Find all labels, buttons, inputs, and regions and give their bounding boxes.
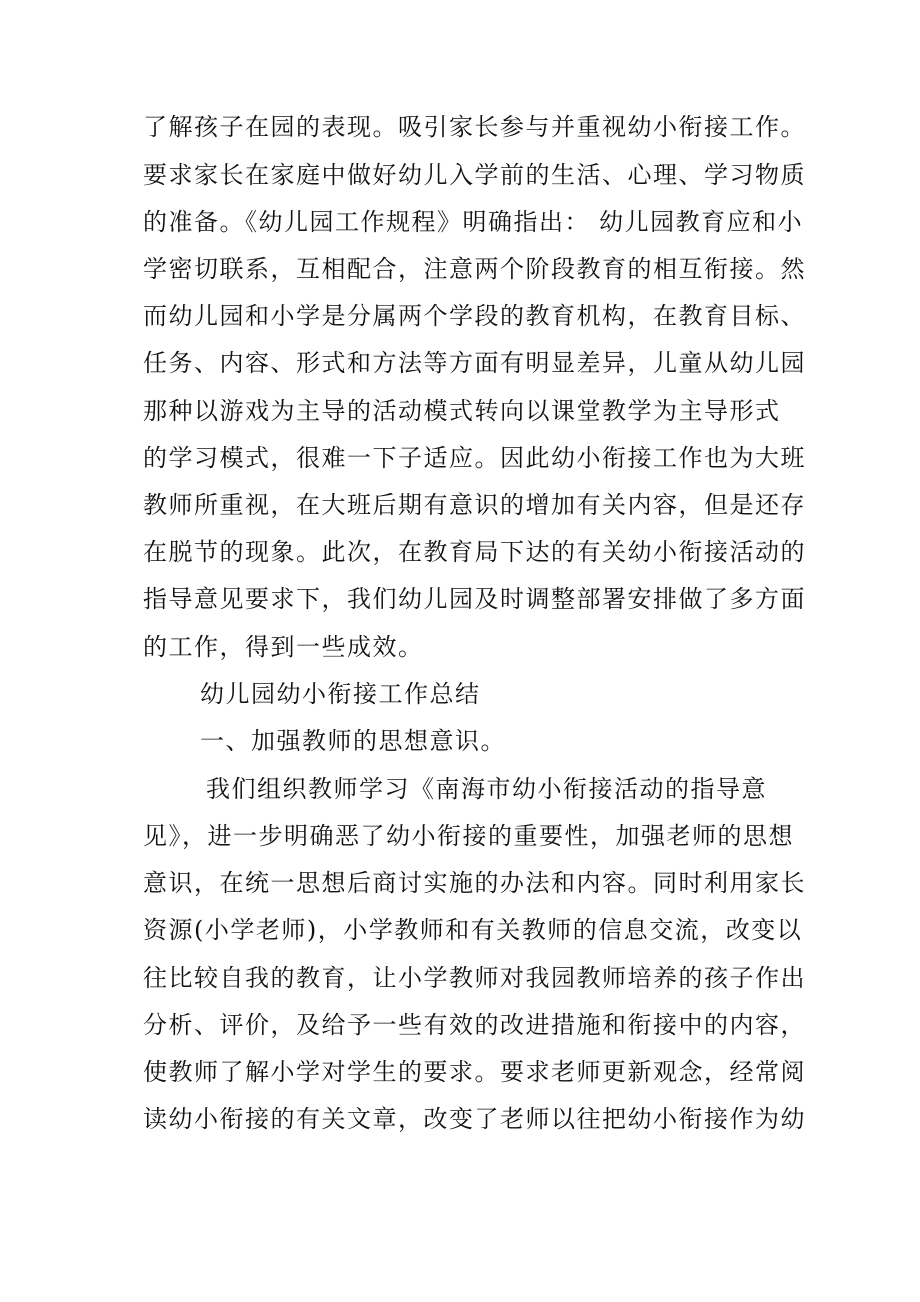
paragraph-2-line: 资源(小学老师)，小学教师和有关教师的信息交流，改变以	[143, 916, 803, 944]
paragraph-1-line: 而幼儿园和小学是分属两个学段的教育机构，在教育目标、	[143, 302, 806, 330]
paragraph-2-line: 见》，进一步明确恶了幼小衔接的重要性，加强老师的思想	[143, 822, 794, 850]
paragraph-1-line: 的学习模式，很难一下子适应。因此幼小衔接工作也为大班	[143, 444, 806, 472]
paragraph-2-line: 意识，在统一思想后商讨实施的办法和内容。同时利用家长	[143, 869, 806, 897]
paragraph-1-line: 指导意见要求下，我们幼儿园及时调整部署安排做了多方面	[143, 585, 806, 613]
paragraph-2-line: 读幼小衔接的有关文章，改变了老师以往把幼小衔接作为幼	[143, 1105, 806, 1133]
paragraph-2-line: 我们组织教师学习《南海市幼小衔接活动的指导意	[206, 775, 767, 803]
paragraph-2-line: 往比较自我的教育，让小学教师对我园教师培养的孩子作出	[143, 964, 806, 992]
paragraph-1-line: 要求家长在家庭中做好幼儿入学前的生活、心理、学习物质	[143, 161, 806, 189]
document-title: 幼儿园幼小衔接工作总结	[200, 680, 481, 708]
section-heading: 一、加强教师的思想意识。	[200, 727, 506, 755]
paragraph-2-line: 使教师了解小学对学生的要求。要求老师更新观念，经常阅	[143, 1058, 806, 1086]
paragraph-1-line: 了解孩子在园的表现。吸引家长参与并重视幼小衔接工作。	[143, 113, 806, 141]
paragraph-1-line: 教师所重视，在大班后期有意识的增加有关内容，但是还存	[143, 491, 806, 519]
paragraph-1-line: 在脱节的现象。此次，在教育局下达的有关幼小衔接活动的	[143, 538, 806, 566]
paragraph-1-line: 的工作，得到一些成效。	[143, 633, 424, 661]
paragraph-1-line: 的准备。《幼儿园工作规程》明确指出： 幼儿园教育应和小	[143, 208, 804, 236]
paragraph-1-line: 那种以游戏为主导的活动模式转向以课堂教学为主导形式	[143, 397, 781, 425]
paragraph-1-line: 任务、内容、形式和方法等方面有明显差异，儿童从幼儿园	[143, 349, 806, 377]
paragraph-2-line: 分析、评价，及给予一些有效的改进措施和衔接中的内容，	[143, 1011, 806, 1039]
paragraph-1-line: 学密切联系，互相配合，注意两个阶段教育的相互衔接。然	[143, 255, 806, 283]
